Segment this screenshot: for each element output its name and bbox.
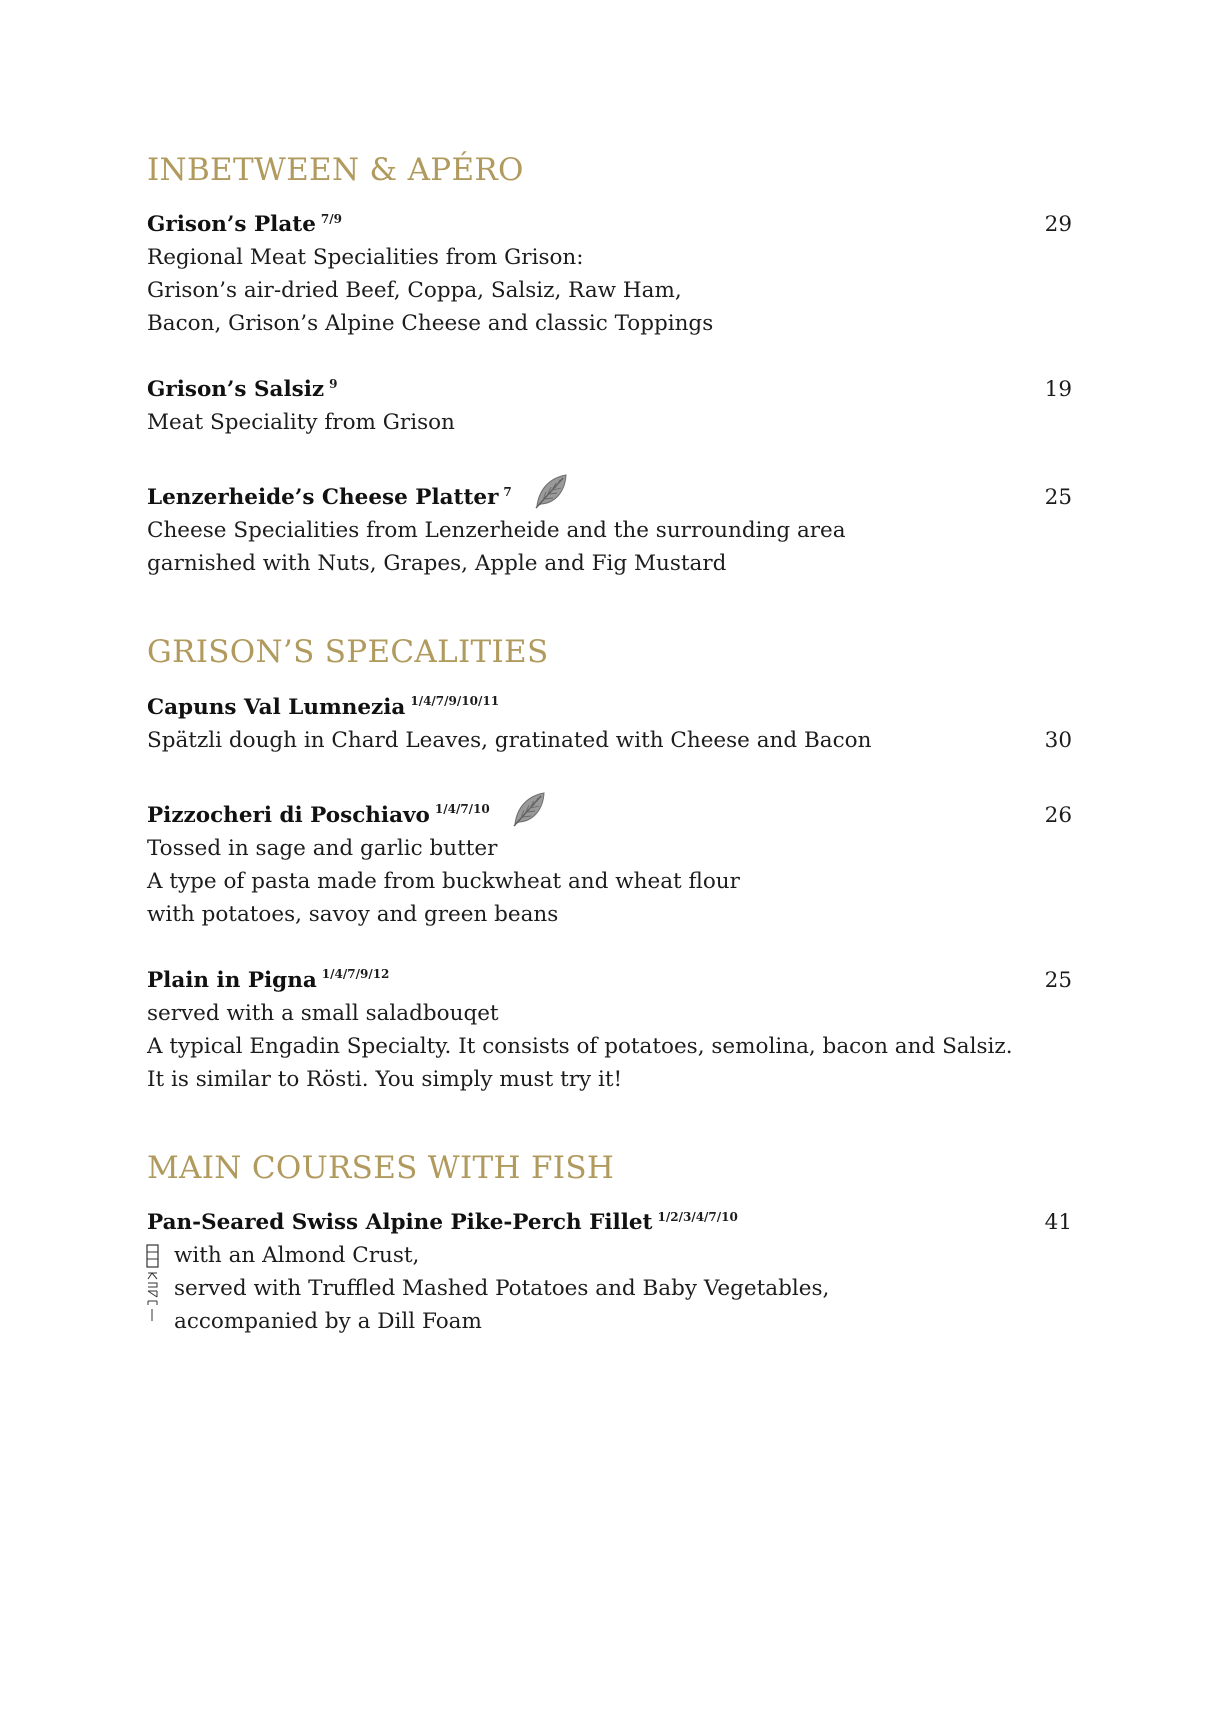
item-description: accompanied by a Dill Foam <box>174 1308 482 1334</box>
item-description: A type of pasta made from buckwheat and wheat flour <box>147 868 740 894</box>
item-description: served with a small saladbouqet <box>147 1000 499 1026</box>
item-price: 25 <box>1044 967 1072 993</box>
item-description: with potatoes, savoy and green beans <box>147 901 559 927</box>
item-description: Cheese Specialities from Lenzerheide and the surrounding area <box>147 518 846 544</box>
item-price: 26 <box>1044 802 1072 828</box>
item-name: Grison’s Plate <box>147 212 316 238</box>
item-description: Regional Meat Specialities from Grison: <box>147 245 584 271</box>
menu-item-cheese-platter <box>147 472 1072 580</box>
section-title: MAIN COURSES WITH FISH <box>147 1149 615 1186</box>
allergen-codes: 7 <box>503 485 512 500</box>
item-description: Grison’s air-dried Beef, Coppa, Salsiz, Raw Ham, <box>147 278 682 304</box>
menu-item-pizzocheri <box>147 790 1072 931</box>
menu-item-pike-perch <box>147 1206 1072 1338</box>
section-title: INBETWEEN & APÉRO <box>147 152 524 188</box>
section-grisons-specialities <box>147 632 1072 1095</box>
item-name: Pizzocheri di Poschiavo <box>147 802 430 828</box>
section-main-courses-fish <box>147 1148 1072 1338</box>
allergen-codes: 7/9 <box>320 212 342 227</box>
item-description: It is similar to Rösti. You simply must try it! <box>147 1066 623 1092</box>
item-description: Bacon, Grison’s Alpine Cheese and classic Toppings <box>147 311 714 337</box>
allergen-codes: 1/4/7/9/10/11 <box>410 694 500 709</box>
item-price: 30 <box>1044 727 1072 753</box>
item-description: Meat Speciality from Grison <box>147 410 455 436</box>
brand-logo-vertical <box>144 1243 162 1323</box>
item-name: Capuns Val Lumnezia <box>147 694 406 720</box>
menu-item-plain-in-pigna <box>147 964 1072 1096</box>
item-name: Grison’s Salsiz <box>147 377 325 403</box>
menu-item-grisons-salsiz <box>147 373 1072 439</box>
menu-page <box>147 150 1072 1372</box>
allergen-codes: 9 <box>329 377 338 392</box>
item-description: Tossed in sage and garlic butter <box>147 835 498 861</box>
leaf-icon <box>533 472 569 510</box>
item-name: Lenzerheide’s Cheese Platter <box>147 485 499 511</box>
item-price: 29 <box>1044 212 1072 238</box>
allergen-codes: 1/4/7/9/12 <box>321 967 390 982</box>
item-name: Pan-Seared Swiss Alpine Pike-Perch Fillet <box>147 1209 653 1235</box>
section-inbetween-apero <box>147 150 1072 580</box>
menu-item-grisons-plate <box>147 208 1072 340</box>
menu-item-capuns <box>147 691 1072 757</box>
item-price: 19 <box>1044 377 1072 403</box>
item-name: Plain in Pigna <box>147 967 317 993</box>
section-title: GRISON’S SPECALITIES <box>147 634 549 671</box>
item-price: 25 <box>1044 485 1072 511</box>
item-description: served with Truffled Mashed Potatoes and Baby Vegetables, <box>174 1275 830 1301</box>
item-description: A typical Engadin Specialty. It consists of potatoes, semolina, bacon and Salsiz. <box>147 1033 1013 1059</box>
allergen-codes: 1/4/7/10 <box>434 802 490 817</box>
item-description: garnished with Nuts, Grapes, Apple and Fig Mustard <box>147 551 727 577</box>
item-price: 41 <box>1044 1209 1072 1235</box>
allergen-codes: 1/2/3/4/7/10 <box>657 1209 738 1224</box>
item-description: Spätzli dough in Chard Leaves, gratinated with Cheese and Bacon <box>147 727 872 753</box>
leaf-icon <box>511 790 547 828</box>
item-description: with an Almond Crust, <box>174 1242 420 1268</box>
